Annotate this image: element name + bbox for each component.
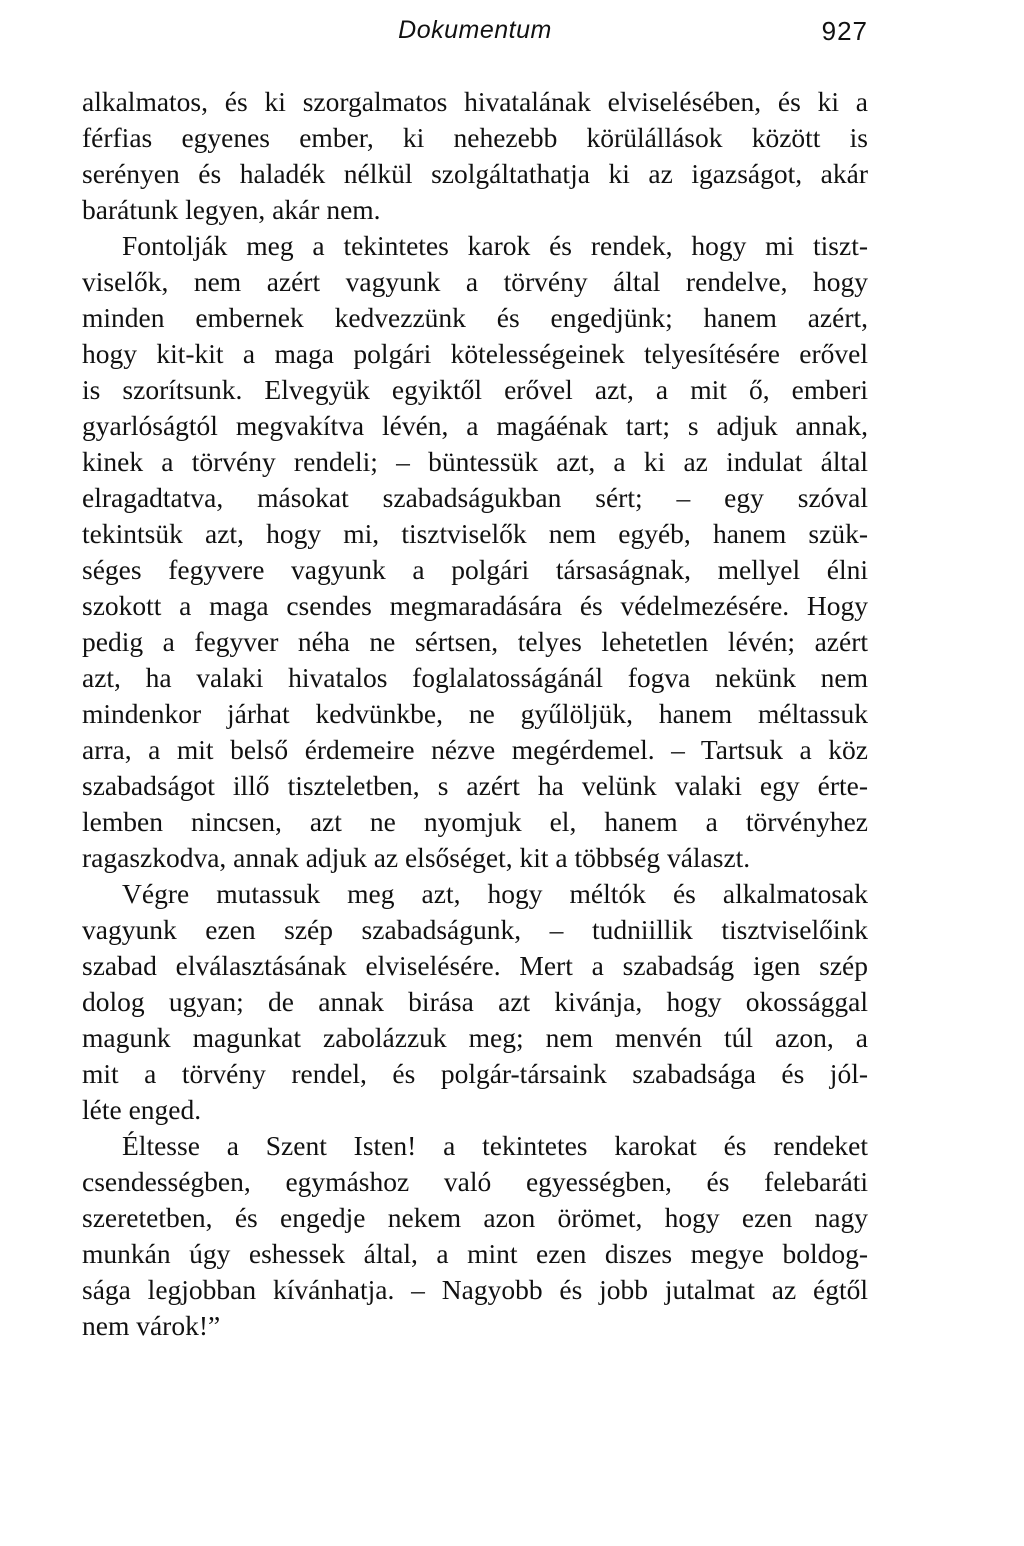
- text-line: Fontolják meg a tekintetes karok és rendek, hogy mi tiszt-: [122, 230, 868, 261]
- text-line: Végre mutassuk meg azt, hogy méltók és alkalmatosak: [122, 878, 868, 909]
- text-line: séges fegyvere vagyunk a polgári társaságnak, mellyel élni: [82, 554, 868, 585]
- text-line: minden embernek kedvezzünk és engedjünk; hanem azért,: [82, 302, 868, 333]
- text-line: mindenkor járhat kedvünkbe, ne gyűlöljük, hanem méltassuk: [82, 698, 868, 729]
- text-line: szeretetben, és engedje nekem azon örömet, hogy ezen nagy: [82, 1202, 868, 1233]
- text-line: magunk magunkat zabolázzuk meg; nem menvén túl azon, a: [82, 1022, 868, 1053]
- text-line: pedig a fegyver néha ne sértsen, telyes lehetetlen lévén; azért: [82, 626, 868, 657]
- text-line: szokott a maga csendes megmaradására és védelmezésére. Hogy: [82, 590, 868, 621]
- text-line: tekintsük azt, hogy mi, tisztviselők nem egyéb, hanem szük-: [82, 518, 868, 549]
- text-line: viselők, nem azért vagyunk a törvény által rendelve, hogy: [82, 266, 868, 297]
- text-line: azt, ha valaki hivatalos foglalatosságánál fogva nekünk nem: [82, 662, 868, 693]
- text-line: mit a törvény rendel, és polgár-társaink szabadsága és jól-: [82, 1058, 868, 1089]
- text-line: dolog ugyan; de annak birása azt kivánja, hogy okossággal: [82, 986, 868, 1017]
- text-line: nem várok!”: [82, 1310, 221, 1341]
- text-line: lemben nincsen, azt ne nyomjuk el, hanem a törvényhez: [82, 806, 868, 837]
- paragraph-4: [82, 1128, 868, 1344]
- text-line: férfias egyenes ember, ki nehezebb körülállások között is: [82, 122, 868, 153]
- text-line: elragadtatva, másokat szabadságukban sért; – egy szóval: [82, 482, 868, 513]
- paragraph-2: [82, 228, 868, 876]
- text-line: sága legjobban kívánhatja. – Nagyobb és jobb jutalmat az égtől: [82, 1274, 868, 1305]
- text-line: csendességben, egymáshoz való egyességben, és felebaráti: [82, 1166, 868, 1197]
- page-number: 927: [821, 16, 868, 46]
- text-line: arra, a mit belső érdemeire nézve megérdemel. – Tartsuk a köz: [82, 734, 868, 765]
- text-line: munkán úgy eshessek által, a mint ezen diszes megye boldog-: [82, 1238, 868, 1269]
- text-line: vagyunk ezen szép szabadságunk, – tudniillik tisztviselőink: [82, 914, 868, 945]
- paragraph-3: [82, 876, 868, 1128]
- text-line: is szorítsunk. Elvegyük egyiktől erővel azt, a mit ő, emberi: [82, 374, 868, 405]
- page-header: [82, 16, 868, 52]
- text-line: léte enged.: [82, 1094, 202, 1125]
- text-line: szabad elválasztásának elviselésére. Mert a szabadság igen szép: [82, 950, 868, 981]
- text-line: barátunk legyen, akár nem.: [82, 194, 381, 225]
- text-line: hogy kit-kit a maga polgári kötelességeinek telyesítésére erővel: [82, 338, 868, 369]
- paragraph-1: [82, 84, 868, 228]
- text-line: szabadságot illő tiszteletben, s azért ha velünk valaki egy érte-: [82, 770, 868, 801]
- text-line: gyarlóságtól megvakítva lévén, a magáénak tart; s adjuk annak,: [82, 410, 868, 441]
- text-line: ragaszkodva, annak adjuk az elsőséget, kit a többség választ.: [82, 842, 751, 873]
- text-line: kinek a törvény rendeli; – büntessük azt, a ki az indulat által: [82, 446, 868, 477]
- body-text: [82, 84, 868, 1344]
- text-line: alkalmatos, és ki szorgalmatos hivatalának elviselésében, és ki a: [82, 86, 868, 117]
- text-line: serényen és haladék nélkül szolgáltathatja ki az igazságot, akár: [82, 158, 868, 189]
- text-line: Éltesse a Szent Isten! a tekintetes karokat és rendeket: [122, 1130, 868, 1161]
- running-head-title: Dokumentum: [398, 16, 552, 44]
